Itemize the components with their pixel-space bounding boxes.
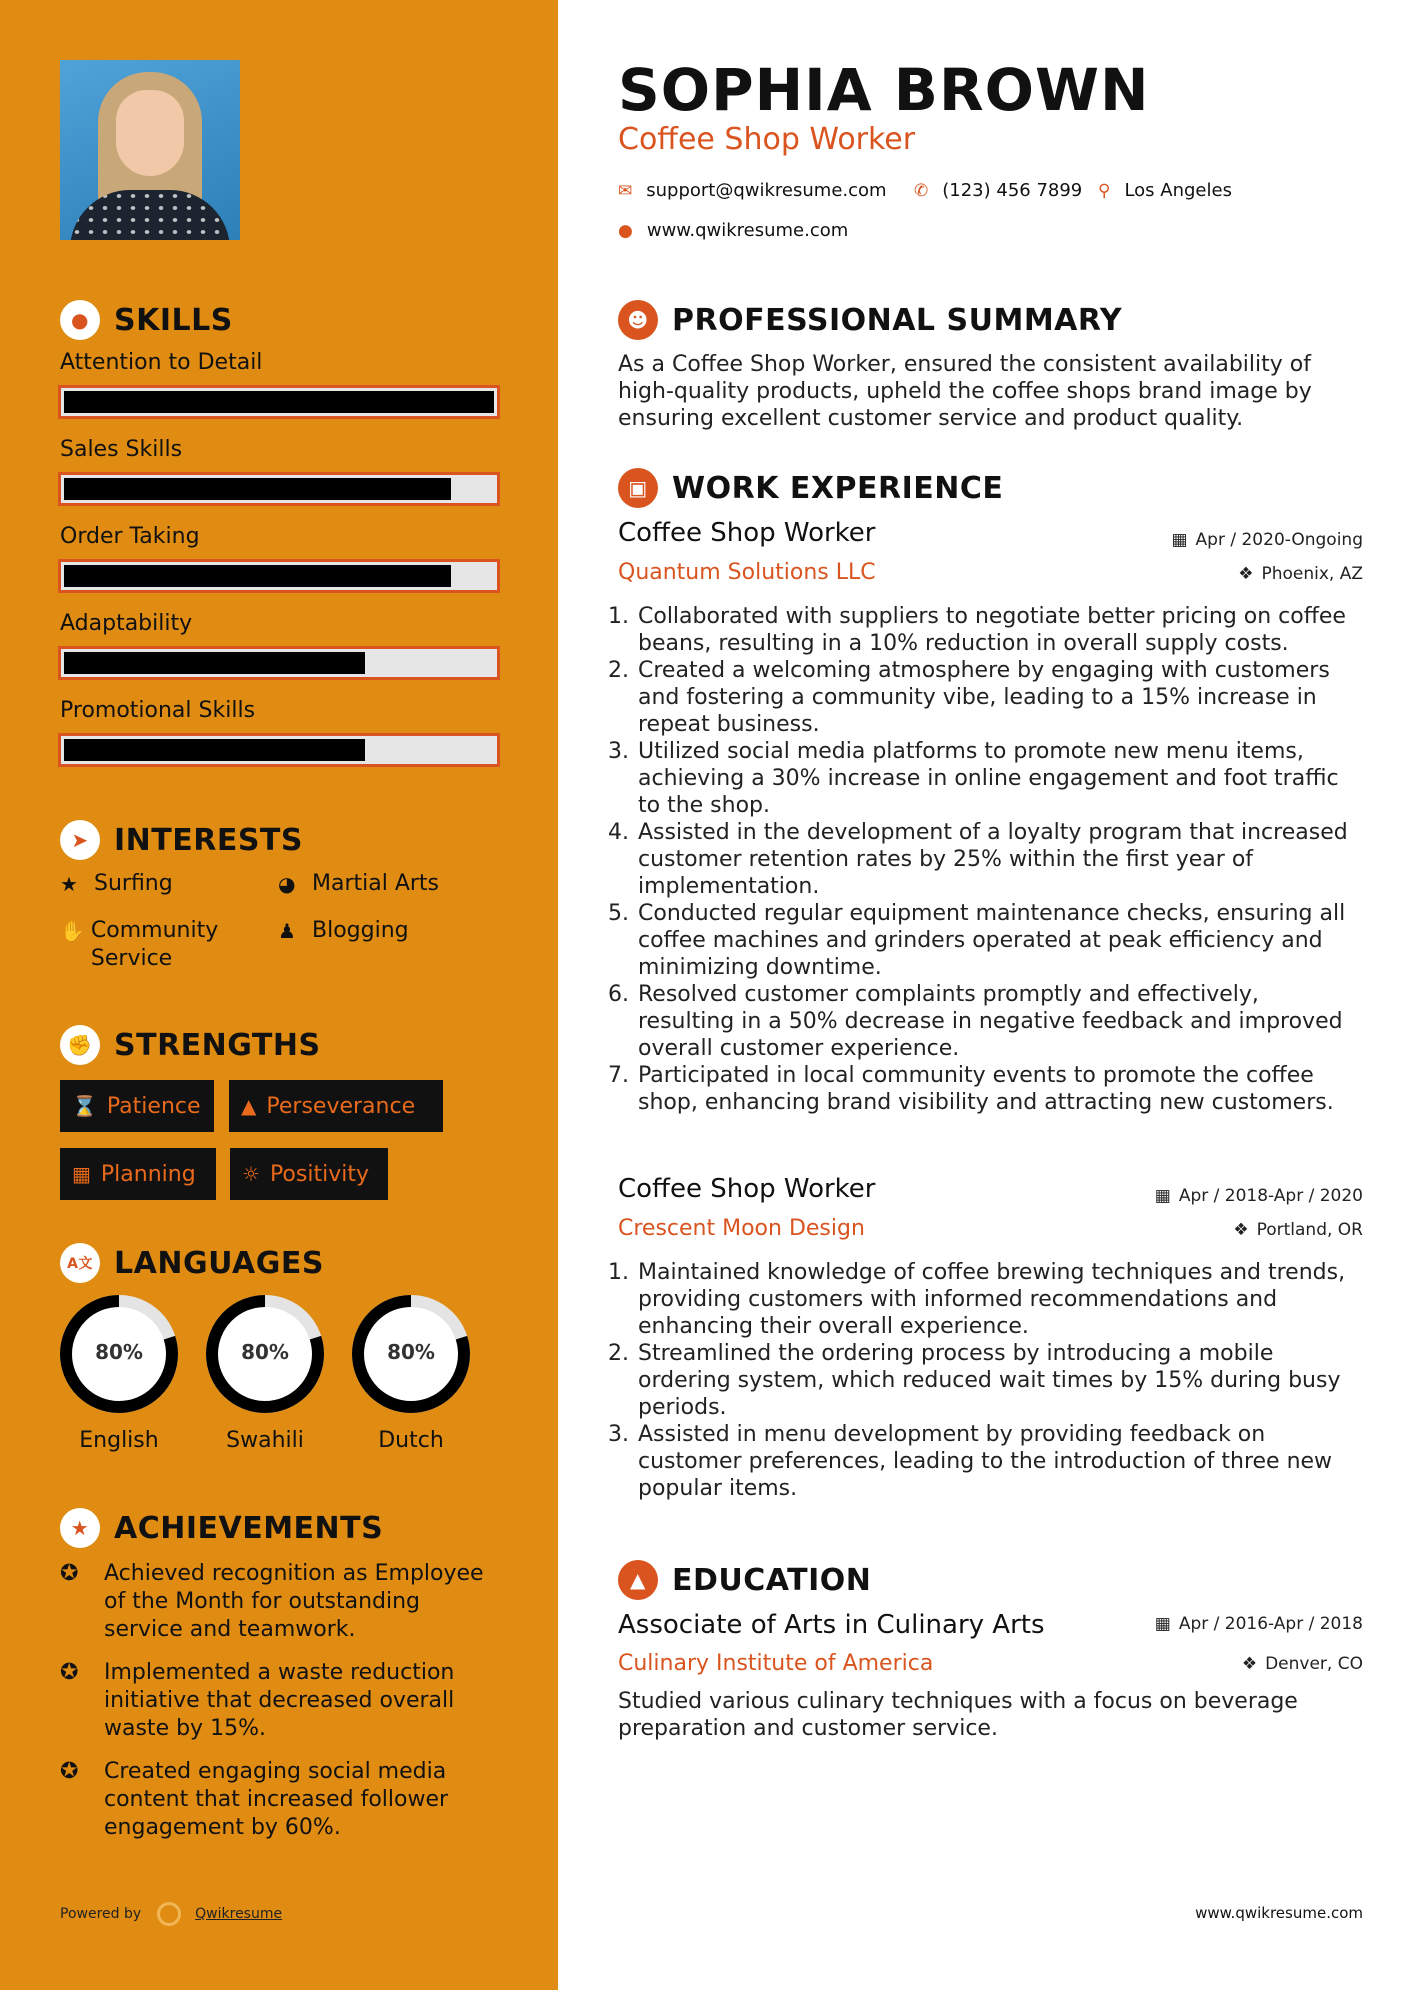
phone-icon: ✆ xyxy=(914,180,929,201)
strength-chip: ▦ Planning xyxy=(60,1148,216,1200)
achievement-item: ✪ Achieved recognition as Employee of the Month for outstanding service and teamwork. xyxy=(60,1561,484,1642)
summary-text: As a Coffee Shop Worker, ensured the consistent availability of high-quality products, upheld the coffee shops brand image by ensuring excellent customer service and product quality. xyxy=(618,352,1312,431)
star-burst-icon: ✪ xyxy=(60,1561,79,1586)
skill-bar xyxy=(58,646,500,680)
job-company: Crescent Moon Design xyxy=(618,1216,865,1241)
profile-photo xyxy=(60,60,240,240)
language-label: Swahili xyxy=(226,1428,304,1453)
job-title: Coffee Shop Worker xyxy=(618,1174,876,1204)
sidebar xyxy=(0,0,558,1990)
skill-bar-fill xyxy=(64,739,365,761)
education-heading: ▲ EDUCATION xyxy=(618,1560,871,1600)
skill-label: Adaptability xyxy=(60,611,193,636)
user-icon: ☻ xyxy=(618,300,658,340)
sun-icon: ☼ xyxy=(242,1162,260,1186)
list-item: 6. Resolved customer complaints promptly and effectively, resulting in a 50% decrease in negative feedback and improved overall customer experience. xyxy=(636,981,1358,1062)
skill-label: Sales Skills xyxy=(60,437,183,462)
trophy-icon: ★ xyxy=(60,1508,100,1548)
candidate-name: SOPHIA BROWN xyxy=(618,56,1150,124)
pin-icon: ❖ xyxy=(1233,1220,1249,1240)
fist-icon: ✊ xyxy=(60,1025,100,1065)
job-bullets xyxy=(618,1259,1358,1502)
candidate-role: Coffee Shop Worker xyxy=(618,122,916,157)
brand-link[interactable]: Qwikresume xyxy=(195,1906,283,1922)
interest-item: ◕ Martial Arts xyxy=(278,871,440,896)
location-contact: ⚲ Los Angeles xyxy=(1098,180,1232,201)
star-icon: ★ xyxy=(60,872,78,896)
star-burst-icon: ✪ xyxy=(60,1759,79,1784)
skill-bar-fill xyxy=(64,391,494,413)
phone-contact: ✆ (123) 456 7899 xyxy=(914,180,1083,201)
list-item: 2. Streamlined the ordering process by introducing a mobile ordering system, which reduced wait times by 15% during busy periods. xyxy=(636,1340,1358,1421)
language-icon: A​文 xyxy=(60,1243,100,1283)
list-item: 5. Conducted regular equipment maintenance checks, ensuring all coffee machines and grinders operated at peak efficiency and minimizing downtime. xyxy=(636,900,1358,981)
job-bullets xyxy=(618,603,1358,1116)
job-title: Coffee Shop Worker xyxy=(618,518,876,548)
skill-label: Promotional Skills xyxy=(60,698,256,723)
strength-chip: ⌛ Patience xyxy=(60,1080,214,1132)
interest-item: ✋ Community Service xyxy=(60,918,219,971)
pin-icon: ❖ xyxy=(1241,1654,1258,1674)
calendar-icon: ▦ xyxy=(72,1162,91,1186)
list-item: 4. Assisted in the development of a loyalty program that increased customer retention rates by 25% within the first year of implementation. xyxy=(636,819,1358,900)
skill-bar xyxy=(58,559,500,593)
calendar-icon: ▦ xyxy=(1154,1614,1171,1634)
skill-label: Attention to Detail xyxy=(60,350,263,375)
language-percent: 80% xyxy=(387,1340,435,1364)
users-icon: ♟ xyxy=(278,919,296,943)
star-burst-icon: ✪ xyxy=(60,1660,79,1685)
qwikresume-logo-icon xyxy=(157,1902,181,1926)
map-pin-icon: ⚲ xyxy=(1098,180,1111,201)
languages-heading: A​文 LANGUAGES xyxy=(60,1243,324,1283)
school-name: Culinary Institute of America xyxy=(618,1651,934,1676)
interest-item: ★ Surfing xyxy=(60,871,173,896)
globe-icon: ● xyxy=(618,220,633,241)
strengths-heading: ✊ STRENGTHS xyxy=(60,1025,321,1065)
strength-chip: ☼ Positivity xyxy=(230,1148,388,1200)
education-dates: ▦ Apr / 2016-Apr / 2018 xyxy=(1154,1614,1363,1634)
calendar-icon: ▦ xyxy=(1171,530,1188,550)
email-contact[interactable]: ✉ support@qwikresume.com xyxy=(618,180,887,201)
job-location: ❖ Portland, OR xyxy=(1233,1220,1363,1240)
summary-heading: ☻ PROFESSIONAL SUMMARY xyxy=(618,300,1122,340)
skills-heading: ● SKILLS xyxy=(60,300,233,340)
list-item: 3. Utilized social media platforms to promote new menu items, achieving a 30% increase in online engagement and foot traffic to the shop. xyxy=(636,738,1358,819)
globe-icon: ◕ xyxy=(278,872,296,896)
briefcase-icon: ▣ xyxy=(618,468,658,508)
education-description: Studied various culinary techniques with a focus on beverage preparation and customer service. xyxy=(618,1689,1298,1741)
envelope-icon: ✉ xyxy=(618,180,633,201)
powered-by: Powered by Qwikresume xyxy=(60,1902,282,1926)
achievement-item: ✪ Implemented a waste reduction initiative that decreased overall waste by 15%. xyxy=(60,1660,455,1741)
hourglass-icon: ⌛ xyxy=(72,1094,97,1118)
experience-heading: ▣ WORK EXPERIENCE xyxy=(618,468,1003,508)
main-content xyxy=(558,0,1407,1990)
graduation-cap-icon: ▲ xyxy=(618,1560,658,1600)
strength-chip: ▲ Perseverance xyxy=(229,1080,443,1132)
list-item: 1. Maintained knowledge of coffee brewing techniques and trends, providing customers with informed recommendations and enhancing their overall experience. xyxy=(636,1259,1358,1340)
footer-url[interactable]: www.qwikresume.com xyxy=(1195,1904,1363,1922)
road-icon: ▲ xyxy=(241,1094,257,1118)
interest-item: ♟ Blogging xyxy=(278,918,409,943)
paper-plane-icon: ➤ xyxy=(60,820,100,860)
job-location: ❖ Phoenix, AZ xyxy=(1238,564,1363,584)
list-item: 1. Collaborated with suppliers to negotiate better pricing on coffee beans, resulting in a 10% reduction in overall supply costs. xyxy=(636,603,1358,657)
list-item: 7. Participated in local community events to promote the coffee shop, enhancing brand visibility and attracting new customers. xyxy=(636,1062,1358,1116)
job-dates: ▦ Apr / 2020-Ongoing xyxy=(1171,530,1363,550)
skill-label: Order Taking xyxy=(60,524,200,549)
skill-bar xyxy=(58,385,500,419)
skill-bar xyxy=(58,733,500,767)
skill-bar-fill xyxy=(64,565,451,587)
skill-bar-fill xyxy=(64,478,451,500)
lightbulb-icon: ● xyxy=(60,300,100,340)
skill-bar-fill xyxy=(64,652,365,674)
list-item: 2. Created a welcoming atmosphere by engaging with customers and fostering a community vibe, leading to a 15% increase in repeat business. xyxy=(636,657,1358,738)
language-label: Dutch xyxy=(378,1428,444,1453)
job-company: Quantum Solutions LLC xyxy=(618,560,876,585)
degree-title: Associate of Arts in Culinary Arts xyxy=(618,1610,1045,1640)
language-percent: 80% xyxy=(95,1340,143,1364)
interests-heading: ➤ INTERESTS xyxy=(60,820,303,860)
education-location: ❖ Denver, CO xyxy=(1241,1654,1363,1674)
skill-bar xyxy=(58,472,500,506)
hand-icon: ✋ xyxy=(60,919,85,943)
job-dates: ▦ Apr / 2018-Apr / 2020 xyxy=(1154,1186,1363,1206)
language-label: English xyxy=(79,1428,159,1453)
language-percent: 80% xyxy=(241,1340,289,1364)
website-contact[interactable]: ● www.qwikresume.com xyxy=(618,220,849,241)
pin-icon: ❖ xyxy=(1238,564,1254,584)
list-item: 3. Assisted in menu development by providing feedback on customer preferences, leading to the introduction of three new popular items. xyxy=(636,1421,1358,1502)
calendar-icon: ▦ xyxy=(1154,1186,1171,1206)
achievement-item: ✪ Created engaging social media content that increased follower engagement by 60%. xyxy=(60,1759,449,1840)
achievements-heading: ★ ACHIEVEMENTS xyxy=(60,1508,383,1548)
